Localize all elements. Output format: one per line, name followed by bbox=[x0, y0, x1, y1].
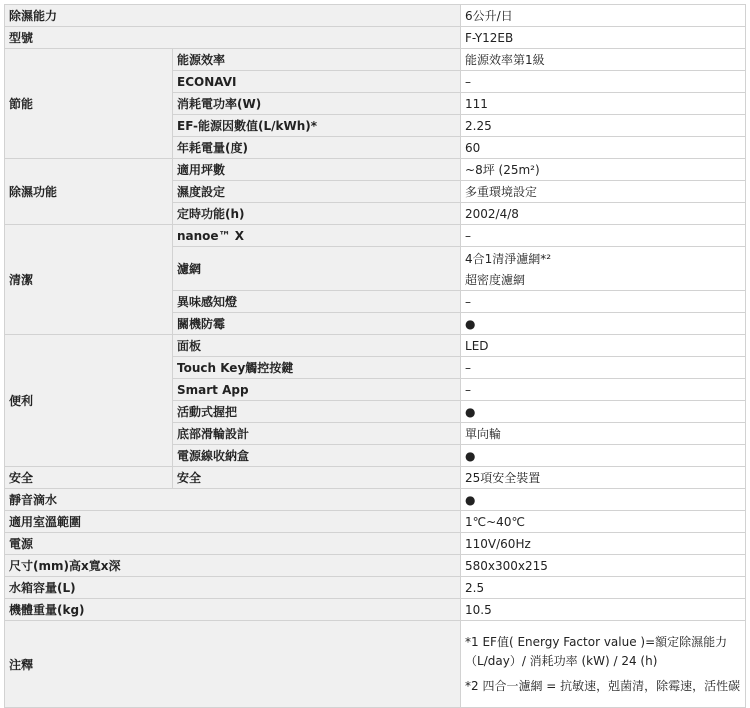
filter-value-line: 4合1清淨濾網*² bbox=[465, 251, 552, 266]
row-value: LED bbox=[461, 335, 746, 357]
row-value: 能源效率第1級 bbox=[461, 49, 746, 71]
table-row bbox=[5, 577, 746, 599]
table-row bbox=[5, 533, 746, 555]
table-row bbox=[5, 489, 746, 511]
table-row bbox=[5, 621, 746, 708]
row-value: 1℃~40℃ bbox=[461, 511, 746, 533]
note-2: *2 四合一濾網 = 抗敏速，剋菌清，除霉速，活性碳 bbox=[465, 678, 741, 693]
row-label: 安全 bbox=[173, 467, 461, 489]
row-value: 110V/60Hz bbox=[461, 533, 746, 555]
filter-value-line: 超密度濾網 bbox=[465, 272, 526, 287]
group-label: 安全 bbox=[5, 467, 173, 489]
row-value: ● bbox=[461, 401, 746, 423]
row-value: – bbox=[461, 357, 746, 379]
row-label: 異味感知燈 bbox=[173, 291, 461, 313]
row-label: 濕度設定 bbox=[173, 181, 461, 203]
row-value: ● bbox=[461, 313, 746, 335]
row-label: ECONAVI bbox=[173, 71, 461, 93]
row-value: 單向輪 bbox=[461, 423, 746, 445]
row-value: 25項安全裝置 bbox=[461, 467, 746, 489]
row-label: 活動式握把 bbox=[173, 401, 461, 423]
row-label: 能源效率 bbox=[173, 49, 461, 71]
row-label: Smart App bbox=[173, 379, 461, 401]
row-label: nanoe™ X bbox=[173, 225, 461, 247]
note-1: *1 EF值( Energy Factor value )=額定除濕能力（L/day）/ 消耗功率 (kW) / 24 (h) bbox=[465, 634, 728, 668]
table-row bbox=[5, 467, 746, 489]
row-value: 2002/4/8 bbox=[461, 203, 746, 225]
row-value: – bbox=[461, 379, 746, 401]
notes-value bbox=[461, 621, 746, 708]
notes-label: 注釋 bbox=[5, 621, 461, 708]
table-row bbox=[5, 555, 746, 577]
table-row bbox=[5, 159, 746, 181]
row-value: F-Y12EB bbox=[461, 27, 746, 49]
table-row bbox=[5, 599, 746, 621]
row-value: 60 bbox=[461, 137, 746, 159]
spec-table bbox=[4, 4, 746, 708]
row-value: 580x300x215 bbox=[461, 555, 746, 577]
row-value: – bbox=[461, 71, 746, 93]
row-label: 消耗電功率(W) bbox=[173, 93, 461, 115]
row-label: 適用坪數 bbox=[173, 159, 461, 181]
row-label: 年耗電量(度) bbox=[173, 137, 461, 159]
row-label: 適用室溫範圍 bbox=[5, 511, 461, 533]
row-label: EF-能源因數值(L/kWh)* bbox=[173, 115, 461, 137]
row-value: – bbox=[461, 225, 746, 247]
row-label: 水箱容量(L) bbox=[5, 577, 461, 599]
table-row bbox=[5, 335, 746, 357]
table-row bbox=[5, 225, 746, 247]
row-value: 6公升/日 bbox=[461, 5, 746, 27]
group-label: 清潔 bbox=[5, 225, 173, 335]
row-label: 面板 bbox=[173, 335, 461, 357]
row-value: 多重環境設定 bbox=[461, 181, 746, 203]
row-label: 型號 bbox=[5, 27, 461, 49]
row-label: 靜音滴水 bbox=[5, 489, 461, 511]
table-row bbox=[5, 49, 746, 71]
row-value bbox=[461, 247, 746, 291]
row-value: ~8坪 (25m²) bbox=[461, 159, 746, 181]
row-value: 111 bbox=[461, 93, 746, 115]
row-label: 機體重量(kg) bbox=[5, 599, 461, 621]
group-label: 便利 bbox=[5, 335, 173, 467]
row-value: ● bbox=[461, 489, 746, 511]
table-row bbox=[5, 5, 746, 27]
row-value: 10.5 bbox=[461, 599, 746, 621]
row-label: 底部滑輪設計 bbox=[173, 423, 461, 445]
row-label: 電源 bbox=[5, 533, 461, 555]
row-value: 2.5 bbox=[461, 577, 746, 599]
row-label: 濾網 bbox=[173, 247, 461, 291]
table-row bbox=[5, 511, 746, 533]
row-label: 除濕能力 bbox=[5, 5, 461, 27]
row-value: 2.25 bbox=[461, 115, 746, 137]
row-value: – bbox=[461, 291, 746, 313]
row-label: 尺寸(mm)高x寬x深 bbox=[5, 555, 461, 577]
row-value: ● bbox=[461, 445, 746, 467]
group-label: 節能 bbox=[5, 49, 173, 159]
row-label: Touch Key觸控按鍵 bbox=[173, 357, 461, 379]
row-label: 關機防霉 bbox=[173, 313, 461, 335]
row-label: 電源線收納盒 bbox=[173, 445, 461, 467]
group-label: 除濕功能 bbox=[5, 159, 173, 225]
row-label: 定時功能(h) bbox=[173, 203, 461, 225]
table-row bbox=[5, 27, 746, 49]
